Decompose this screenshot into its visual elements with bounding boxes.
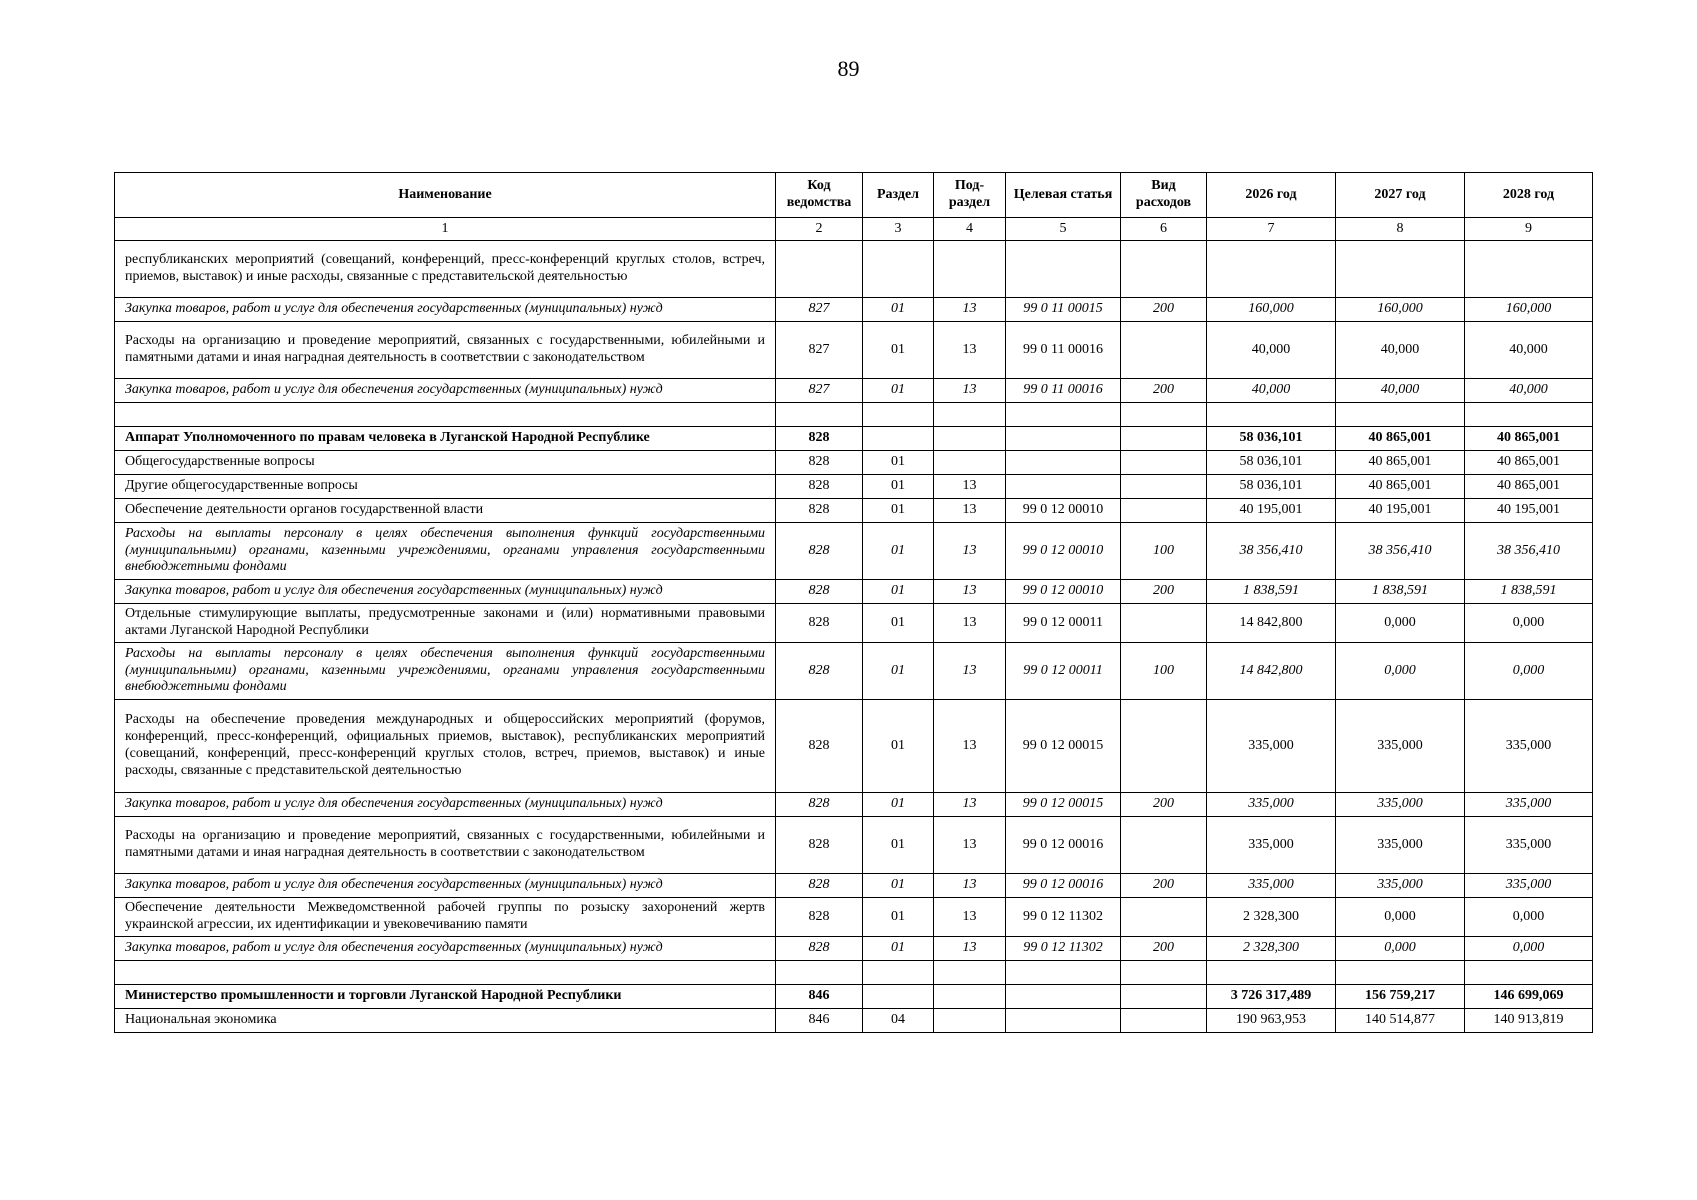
cell-dept-code	[776, 403, 863, 427]
cell-expense-type: 100	[1121, 643, 1207, 700]
cell-section: 01	[863, 580, 934, 604]
cell-2028: 40,000	[1465, 322, 1593, 379]
cell-2028: 0,000	[1465, 937, 1593, 961]
cell-target-article	[1006, 961, 1121, 985]
cell-2026	[1207, 241, 1336, 298]
cell-expense-type: 200	[1121, 874, 1207, 898]
cell-expense-type	[1121, 427, 1207, 451]
cell-name: Обеспечение деятельности Межведомственной рабочей группы по розыску захоронений жертв украинской агрессии, их идентификации и увековечиванию памяти	[115, 898, 776, 937]
cell-section: 01	[863, 643, 934, 700]
header-row	[115, 173, 1593, 218]
cell-expense-type: 100	[1121, 523, 1207, 580]
cell-dept-code: 828	[776, 580, 863, 604]
table-row	[115, 874, 1593, 898]
table-row	[115, 298, 1593, 322]
cell-target-article: 99 0 12 11302	[1006, 937, 1121, 961]
cell-dept-code: 828	[776, 874, 863, 898]
cell-2026: 40 195,001	[1207, 499, 1336, 523]
cell-subsection: 13	[934, 700, 1006, 793]
cell-2028	[1465, 961, 1593, 985]
cell-section: 01	[863, 475, 934, 499]
cell-name: Закупка товаров, работ и услуг для обеспечения государственных (муниципальных) нужд	[115, 937, 776, 961]
cell-subsection: 13	[934, 298, 1006, 322]
cell-2028: 40 865,001	[1465, 451, 1593, 475]
cell-name: Министерство промышленности и торговли Луганской Народной Республики	[115, 985, 776, 1009]
table-row	[115, 643, 1593, 700]
table-row	[115, 427, 1593, 451]
cell-2027	[1336, 241, 1465, 298]
header-2026: 2026 год	[1207, 173, 1336, 218]
header-2027: 2027 год	[1336, 173, 1465, 218]
cell-name: Другие общегосударственные вопросы	[115, 475, 776, 499]
cell-2026: 1 838,591	[1207, 580, 1336, 604]
cell-2026: 160,000	[1207, 298, 1336, 322]
cell-2028: 335,000	[1465, 700, 1593, 793]
header-target: Целевая статья	[1006, 173, 1121, 218]
cell-target-article	[1006, 241, 1121, 298]
table-row	[115, 475, 1593, 499]
cell-expense-type: 200	[1121, 937, 1207, 961]
cell-target-article	[1006, 451, 1121, 475]
cell-target-article	[1006, 985, 1121, 1009]
cell-subsection: 13	[934, 874, 1006, 898]
cell-target-article: 99 0 12 00015	[1006, 793, 1121, 817]
cell-2026	[1207, 403, 1336, 427]
col-number: 6	[1121, 218, 1207, 241]
cell-dept-code: 828	[776, 523, 863, 580]
cell-dept-code: 828	[776, 499, 863, 523]
table-row	[115, 604, 1593, 643]
cell-subsection	[934, 241, 1006, 298]
cell-2028: 335,000	[1465, 874, 1593, 898]
cell-expense-type	[1121, 985, 1207, 1009]
cell-section: 01	[863, 898, 934, 937]
col-number: 1	[115, 218, 776, 241]
cell-section: 01	[863, 451, 934, 475]
cell-2028: 0,000	[1465, 898, 1593, 937]
cell-2028: 160,000	[1465, 298, 1593, 322]
cell-dept-code: 828	[776, 898, 863, 937]
cell-name: Расходы на организацию и проведение мероприятий, связанных с государственными, юбилейными и памятными датами и иная наградная деятельность в соответствии с законодательством	[115, 817, 776, 874]
cell-expense-type: 200	[1121, 580, 1207, 604]
cell-subsection: 13	[934, 523, 1006, 580]
cell-dept-code: 828	[776, 427, 863, 451]
header-dept: Код ведомства	[776, 173, 863, 218]
table-row	[115, 499, 1593, 523]
table-row	[115, 379, 1593, 403]
cell-section	[863, 427, 934, 451]
cell-target-article	[1006, 403, 1121, 427]
cell-name: Аппарат Уполномоченного по правам человека в Луганской Народной Республике	[115, 427, 776, 451]
cell-dept-code: 828	[776, 700, 863, 793]
cell-2027: 160,000	[1336, 298, 1465, 322]
cell-2028	[1465, 403, 1593, 427]
cell-2027: 335,000	[1336, 700, 1465, 793]
cell-subsection: 13	[934, 379, 1006, 403]
cell-2027: 156 759,217	[1336, 985, 1465, 1009]
cell-2027: 140 514,877	[1336, 1009, 1465, 1033]
cell-dept-code	[776, 241, 863, 298]
cell-2027: 335,000	[1336, 817, 1465, 874]
cell-2026: 58 036,101	[1207, 475, 1336, 499]
col-number: 7	[1207, 218, 1336, 241]
cell-2028: 40 195,001	[1465, 499, 1593, 523]
cell-target-article	[1006, 1009, 1121, 1033]
cell-expense-type	[1121, 1009, 1207, 1033]
budget-table	[114, 172, 1593, 1033]
cell-section: 01	[863, 322, 934, 379]
cell-2028: 140 913,819	[1465, 1009, 1593, 1033]
cell-2026: 2 328,300	[1207, 898, 1336, 937]
cell-section: 01	[863, 298, 934, 322]
table-row	[115, 937, 1593, 961]
cell-2026: 58 036,101	[1207, 427, 1336, 451]
cell-2027: 0,000	[1336, 898, 1465, 937]
table-row	[115, 1009, 1593, 1033]
col-number: 8	[1336, 218, 1465, 241]
cell-dept-code: 828	[776, 643, 863, 700]
cell-target-article: 99 0 11 00016	[1006, 322, 1121, 379]
cell-2028: 40 865,001	[1465, 427, 1593, 451]
cell-2026: 58 036,101	[1207, 451, 1336, 475]
cell-name: Обеспечение деятельности органов государственной власти	[115, 499, 776, 523]
cell-dept-code: 827	[776, 322, 863, 379]
cell-section: 04	[863, 1009, 934, 1033]
cell-target-article: 99 0 12 00010	[1006, 523, 1121, 580]
cell-section: 01	[863, 793, 934, 817]
table-row	[115, 817, 1593, 874]
cell-2028: 0,000	[1465, 604, 1593, 643]
cell-expense-type	[1121, 499, 1207, 523]
table-row	[115, 451, 1593, 475]
cell-2028: 0,000	[1465, 643, 1593, 700]
cell-2026: 38 356,410	[1207, 523, 1336, 580]
cell-2027: 335,000	[1336, 793, 1465, 817]
cell-2027: 1 838,591	[1336, 580, 1465, 604]
cell-subsection: 13	[934, 322, 1006, 379]
cell-target-article: 99 0 12 00011	[1006, 604, 1121, 643]
cell-2026: 190 963,953	[1207, 1009, 1336, 1033]
cell-2027: 40 865,001	[1336, 475, 1465, 499]
cell-subsection	[934, 403, 1006, 427]
cell-dept-code: 828	[776, 604, 863, 643]
cell-section: 01	[863, 937, 934, 961]
header-2028: 2028 год	[1465, 173, 1593, 218]
cell-subsection: 13	[934, 898, 1006, 937]
cell-dept-code: 827	[776, 379, 863, 403]
cell-2028	[1465, 241, 1593, 298]
cell-dept-code: 846	[776, 1009, 863, 1033]
column-number-row	[115, 218, 1593, 241]
table-row	[115, 700, 1593, 793]
table-row	[115, 793, 1593, 817]
cell-name: Расходы на выплаты персоналу в целях обеспечения выполнения функций государственными (муниципальными) органами, казенными учреждениями, органами управления государственными внебюджетными фондами	[115, 643, 776, 700]
table-row	[115, 523, 1593, 580]
cell-expense-type	[1121, 961, 1207, 985]
cell-expense-type: 200	[1121, 379, 1207, 403]
cell-2026: 3 726 317,489	[1207, 985, 1336, 1009]
table-row	[115, 985, 1593, 1009]
cell-2027: 40,000	[1336, 379, 1465, 403]
cell-section: 01	[863, 523, 934, 580]
cell-2028: 146 699,069	[1465, 985, 1593, 1009]
cell-subsection	[934, 1009, 1006, 1033]
cell-name: Закупка товаров, работ и услуг для обеспечения государственных (муниципальных) нужд	[115, 793, 776, 817]
cell-target-article: 99 0 11 00015	[1006, 298, 1121, 322]
cell-subsection	[934, 427, 1006, 451]
cell-expense-type	[1121, 451, 1207, 475]
header-name: Наименование	[115, 173, 776, 218]
col-number: 5	[1006, 218, 1121, 241]
cell-name: Закупка товаров, работ и услуг для обеспечения государственных (муниципальных) нужд	[115, 298, 776, 322]
cell-name: Расходы на организацию и проведение мероприятий, связанных с государственными, юбилейными и памятными датами и иная наградная деятельность в соответствии с законодательством	[115, 322, 776, 379]
cell-2028: 40 865,001	[1465, 475, 1593, 499]
col-number: 3	[863, 218, 934, 241]
col-number: 2	[776, 218, 863, 241]
cell-expense-type: 200	[1121, 793, 1207, 817]
cell-2028: 40,000	[1465, 379, 1593, 403]
table-row	[115, 403, 1593, 427]
cell-subsection: 13	[934, 817, 1006, 874]
cell-name	[115, 961, 776, 985]
cell-name: Национальная экономика	[115, 1009, 776, 1033]
cell-dept-code: 828	[776, 451, 863, 475]
col-number: 9	[1465, 218, 1593, 241]
table-row	[115, 241, 1593, 298]
cell-subsection: 13	[934, 937, 1006, 961]
cell-dept-code: 828	[776, 937, 863, 961]
cell-expense-type	[1121, 241, 1207, 298]
cell-2026: 40,000	[1207, 379, 1336, 403]
cell-subsection: 13	[934, 580, 1006, 604]
cell-2028: 1 838,591	[1465, 580, 1593, 604]
cell-2027: 40,000	[1336, 322, 1465, 379]
cell-name: Отдельные стимулирующие выплаты, предусмотренные законами и (или) нормативными правовыми актами Луганской Народной Республики	[115, 604, 776, 643]
cell-name: Закупка товаров, работ и услуг для обеспечения государственных (муниципальных) нужд	[115, 874, 776, 898]
cell-dept-code: 846	[776, 985, 863, 1009]
table-row	[115, 898, 1593, 937]
cell-2028: 335,000	[1465, 793, 1593, 817]
cell-2026: 40,000	[1207, 322, 1336, 379]
cell-expense-type	[1121, 475, 1207, 499]
cell-2026: 335,000	[1207, 700, 1336, 793]
cell-2028: 38 356,410	[1465, 523, 1593, 580]
cell-2027: 40 195,001	[1336, 499, 1465, 523]
cell-2027: 0,000	[1336, 937, 1465, 961]
cell-dept-code: 827	[776, 298, 863, 322]
cell-target-article: 99 0 12 00016	[1006, 817, 1121, 874]
cell-2026: 335,000	[1207, 793, 1336, 817]
header-subsection: Под-раздел	[934, 173, 1006, 218]
cell-2027: 40 865,001	[1336, 451, 1465, 475]
cell-name: Закупка товаров, работ и услуг для обеспечения государственных (муниципальных) нужд	[115, 580, 776, 604]
cell-2026: 335,000	[1207, 874, 1336, 898]
cell-name: Закупка товаров, работ и услуг для обеспечения государственных (муниципальных) нужд	[115, 379, 776, 403]
cell-target-article: 99 0 12 00011	[1006, 643, 1121, 700]
cell-section	[863, 985, 934, 1009]
cell-2027: 38 356,410	[1336, 523, 1465, 580]
cell-subsection: 13	[934, 499, 1006, 523]
cell-subsection: 13	[934, 643, 1006, 700]
cell-2028: 335,000	[1465, 817, 1593, 874]
cell-name: республиканских мероприятий (совещаний, конференций, пресс-конференций круглых столов, встреч, приемов, выставок) и иные расходы, связанные с представительской деятельностью	[115, 241, 776, 298]
cell-section	[863, 961, 934, 985]
cell-2027: 0,000	[1336, 643, 1465, 700]
page-number: 89	[837, 56, 860, 81]
col-number: 4	[934, 218, 1006, 241]
cell-target-article: 99 0 12 00015	[1006, 700, 1121, 793]
cell-subsection: 13	[934, 475, 1006, 499]
cell-name: Расходы на выплаты персоналу в целях обеспечения выполнения функций государственными (муниципальными) органами, казенными учреждениями, органами управления государственными внебюджетными фондами	[115, 523, 776, 580]
cell-expense-type	[1121, 322, 1207, 379]
cell-target-article: 99 0 12 11302	[1006, 898, 1121, 937]
cell-target-article: 99 0 12 00016	[1006, 874, 1121, 898]
cell-target-article	[1006, 475, 1121, 499]
table-body	[115, 241, 1593, 1033]
cell-2027: 40 865,001	[1336, 427, 1465, 451]
cell-2026	[1207, 961, 1336, 985]
cell-2026: 14 842,800	[1207, 643, 1336, 700]
cell-name	[115, 403, 776, 427]
cell-subsection	[934, 451, 1006, 475]
header-section: Раздел	[863, 173, 934, 218]
cell-expense-type: 200	[1121, 298, 1207, 322]
cell-subsection: 13	[934, 793, 1006, 817]
cell-section: 01	[863, 379, 934, 403]
cell-section: 01	[863, 499, 934, 523]
cell-section	[863, 241, 934, 298]
cell-target-article: 99 0 11 00016	[1006, 379, 1121, 403]
cell-dept-code: 828	[776, 793, 863, 817]
cell-target-article: 99 0 12 00010	[1006, 499, 1121, 523]
cell-section: 01	[863, 700, 934, 793]
cell-2027	[1336, 961, 1465, 985]
table-row	[115, 580, 1593, 604]
cell-expense-type	[1121, 604, 1207, 643]
cell-expense-type	[1121, 898, 1207, 937]
cell-section: 01	[863, 874, 934, 898]
cell-section: 01	[863, 604, 934, 643]
cell-subsection: 13	[934, 604, 1006, 643]
cell-2027	[1336, 403, 1465, 427]
table-row	[115, 322, 1593, 379]
cell-subsection	[934, 985, 1006, 1009]
cell-section	[863, 403, 934, 427]
header-exp-type: Вид расходов	[1121, 173, 1207, 218]
cell-dept-code: 828	[776, 817, 863, 874]
cell-expense-type	[1121, 403, 1207, 427]
cell-2026: 2 328,300	[1207, 937, 1336, 961]
cell-dept-code	[776, 961, 863, 985]
cell-target-article: 99 0 12 00010	[1006, 580, 1121, 604]
table-row	[115, 961, 1593, 985]
cell-subsection	[934, 961, 1006, 985]
cell-2026: 14 842,800	[1207, 604, 1336, 643]
cell-name: Общегосударственные вопросы	[115, 451, 776, 475]
cell-name: Расходы на обеспечение проведения международных и общероссийских мероприятий (форумов, конференций, пресс-конференций, официальных приемов, выставок), республиканских мероприятий (совещаний, конференций, пресс-конференций круглых столов, встреч, приемов, выставок) и иные расходы, связанные с представительской деятельностью	[115, 700, 776, 793]
cell-2027: 335,000	[1336, 874, 1465, 898]
cell-target-article	[1006, 427, 1121, 451]
cell-expense-type	[1121, 817, 1207, 874]
cell-2027: 0,000	[1336, 604, 1465, 643]
cell-dept-code: 828	[776, 475, 863, 499]
cell-expense-type	[1121, 700, 1207, 793]
cell-2026: 335,000	[1207, 817, 1336, 874]
cell-section: 01	[863, 817, 934, 874]
